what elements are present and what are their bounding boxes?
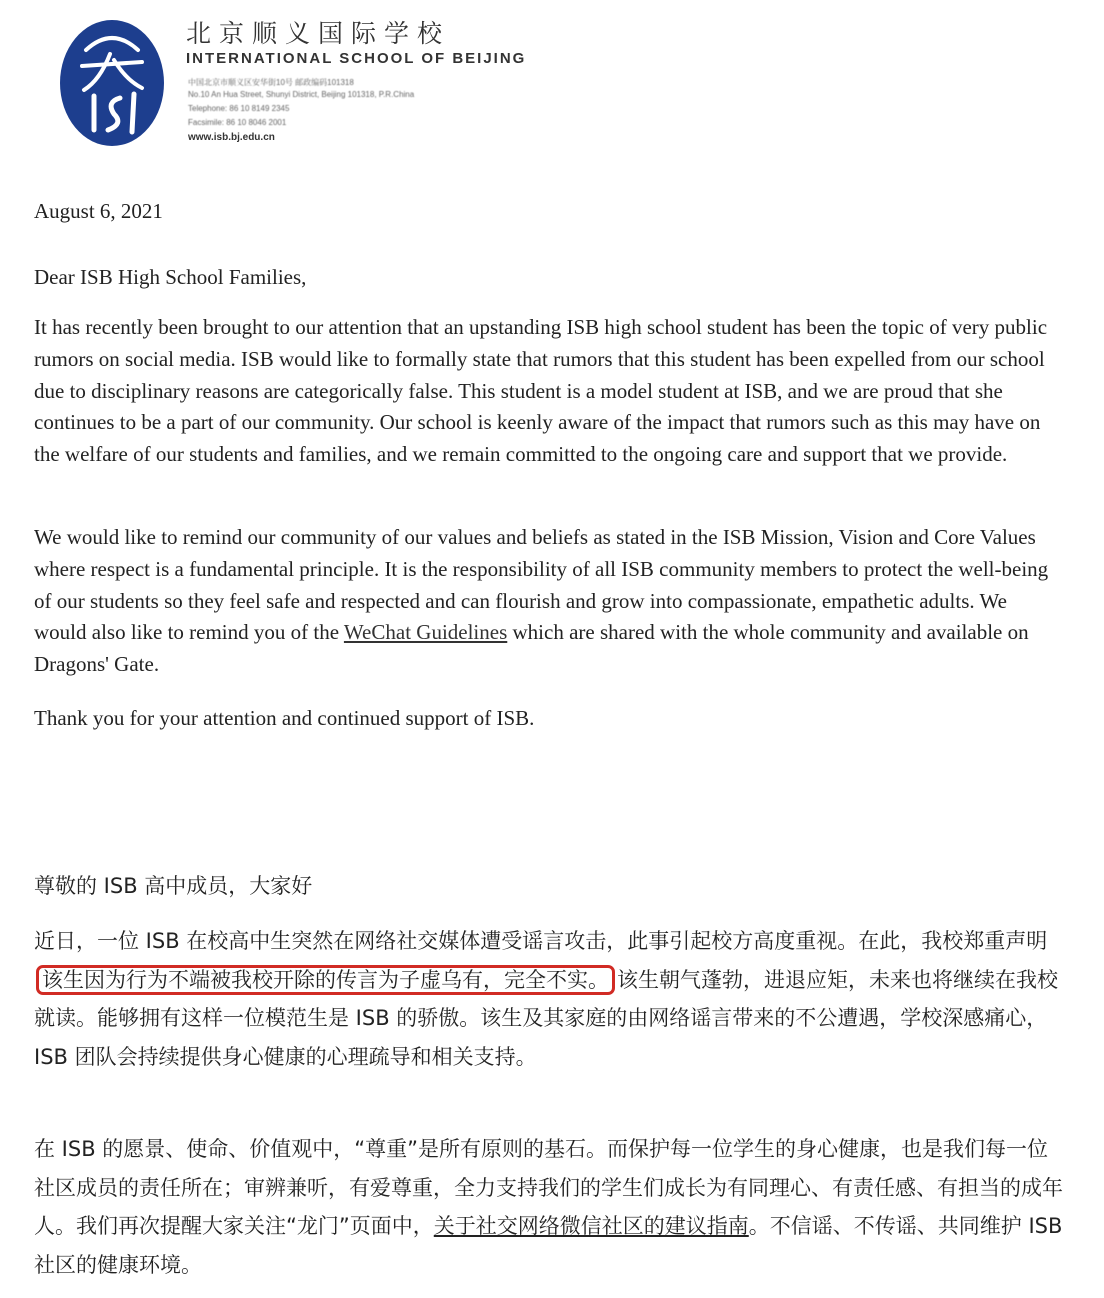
paragraph-zh-2-tail: 。不信谣、不传谣、共同维护 ISB 社区的健康环境。 (34, 1214, 1063, 1277)
school-name-english: INTERNATIONAL SCHOOL OF BEIJING (186, 50, 527, 67)
closing-en: Thank you for your attention and continued support of ISB. (34, 706, 535, 730)
telephone: Telephone: 86 10 8149 2345 (188, 104, 290, 113)
paragraph-en-2-tail: which are shared with the whole community and available on Dragons' Gate. (34, 620, 1029, 677)
salutation-en: Dear ISB High School Families, (34, 265, 307, 289)
letter-date: August 6, 2021 (34, 199, 163, 223)
address-english: No.10 An Hua Street, Shunyi District, Beijing 101318, P.R.China (188, 90, 415, 99)
wechat-guidelines-link[interactable]: WeChat Guidelines (343, 620, 508, 645)
paragraph-zh-2-text: 在 ISB 的愿景、使命、价值观中，“尊重”是所有原则的基石。而保护每一位学生的身心健康，也是我们每一位社区成员的责任所在；审辨兼听，有爱尊重，全力支持我们的学生们成长为有同理心、有责任感、有担当的成年人。我们再次提醒大家关注“龙门”页面中， (34, 1137, 1063, 1238)
salutation-zh: 尊敬的 ISB 高中成员，大家好 (34, 874, 313, 898)
isb-logo (58, 18, 166, 148)
website: www.isb.bj.edu.cn (188, 132, 275, 143)
paragraph-zh-1-text: 近日，一位 ISB 在校高中生突然在网络社交媒体遭受谣言攻击，此事引起校方高度重视。在此，我校郑重声明 (34, 929, 1048, 953)
school-name-chinese: 北京顺义国际学校 (186, 19, 451, 48)
highlighted-statement: 该生因为行为不端被我校开除的传言为子虚乌有，完全不实。 (36, 965, 615, 995)
guidelines-link-zh[interactable]: 关于社交网络微信社区的建议指南 (433, 1214, 749, 1238)
paragraph-en-1: It has recently been brought to our attention that an upstanding ISB high school student has been the topic of very public rumors on social media. ISB would like to formally state that rumors that this student has been expelled from our school due to disciplinary reasons are categorically false. This student is a model student at ISB, and we are proud that she continues to be a part of our community. Our school is keenly aware of the impact that rumors such as this may have on the welfare of our students and families, and we remain committed to the ongoing care and support that we provide. (34, 315, 1048, 467)
facsimile: Facsimile: 86 10 8046 2001 (188, 118, 287, 127)
address-chinese: 中国北京市顺义区安华街10号 邮政编码101318 (188, 78, 354, 87)
paragraph-zh-1-tail: 该生朝气蓬勃，进退应矩，未来也将继续在我校就读。能够拥有这样一位模范生是 ISB 的骄傲。该生及其家庭的由网络谣言带来的不公遭遇，学校深感痛心，ISB 团队会持续提供身心健康的心理疏导和相关支持。 (34, 967, 1058, 1069)
paragraph-zh-1 (34, 922, 1064, 1076)
paragraph-en-2-text: We would like to remind our community of our values and beliefs as stated in the ISB Mission, Vision and Core Values where respect is a fundamental principle. It is the responsibility of all ISB community members to protect the well-being of our students so they feel safe and respected and can flourish and grow into compassionate, empathetic adults. We would also like to remind you of the (34, 525, 1049, 645)
paragraph-zh-2 (34, 1130, 1064, 1284)
paragraph-en-2 (34, 522, 1064, 681)
